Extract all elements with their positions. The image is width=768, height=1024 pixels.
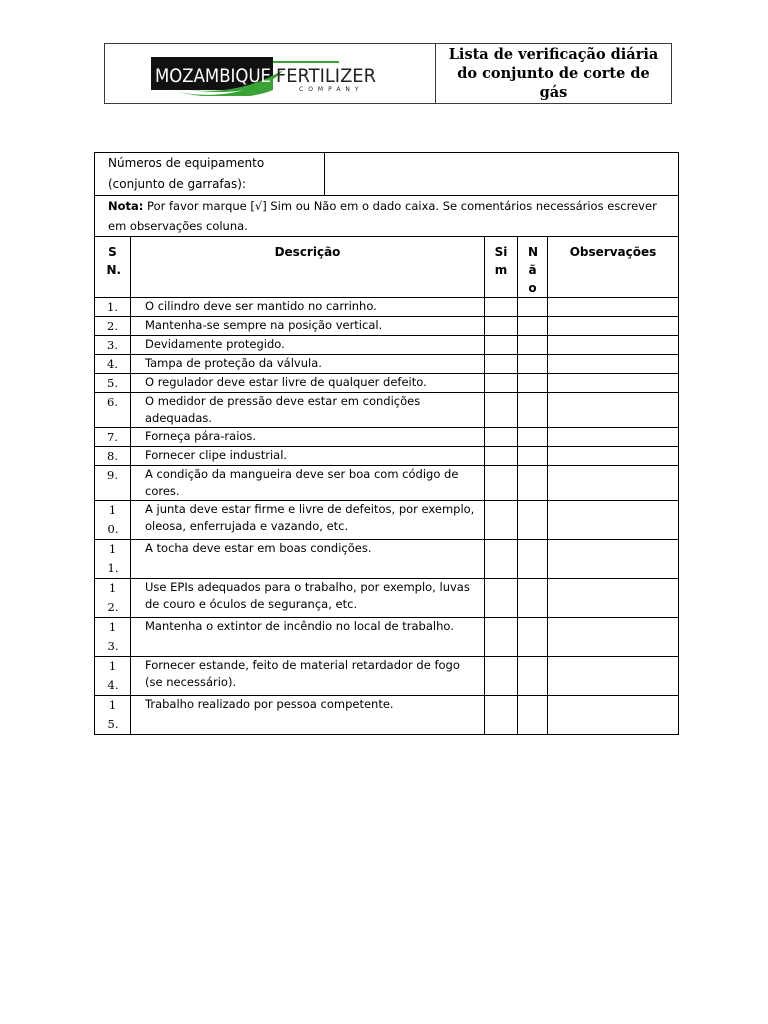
row-description: Tampa de proteção da válvula.	[131, 355, 485, 374]
note-text: Por favor marque [√] Sim ou Não em o dado caixa. Se comentários necessários escrever em observações coluna.	[108, 199, 657, 233]
row-description: Mantenha-se sempre na posição vertical.	[131, 317, 485, 336]
no-checkbox-cell[interactable]	[518, 355, 548, 374]
col-no-header: N ã o	[518, 237, 548, 298]
row-description: Fornecer clipe industrial.	[131, 447, 485, 466]
yes-checkbox-cell[interactable]	[485, 355, 518, 374]
checklist-row	[95, 579, 679, 618]
row-number	[95, 317, 131, 336]
row-description: A tocha deve estar em boas condições.	[131, 540, 485, 579]
yes-checkbox-cell[interactable]	[485, 393, 518, 428]
remarks-cell[interactable]	[548, 298, 679, 317]
checklist-row	[95, 501, 679, 540]
logo-text-left: MOZAMBIQUE	[155, 65, 271, 87]
remarks-cell[interactable]	[548, 374, 679, 393]
equipment-number-field[interactable]	[325, 153, 679, 196]
row-description: Trabalho realizado por pessoa competente.	[131, 696, 485, 735]
row-number-text: 1 3.	[107, 620, 119, 653]
yes-checkbox-cell[interactable]	[485, 501, 518, 540]
checklist-row	[95, 618, 679, 657]
col-sn-header: S N.	[95, 237, 131, 298]
note-row	[95, 196, 679, 237]
row-number-text: 1 2.	[107, 581, 119, 614]
remarks-cell[interactable]	[548, 428, 679, 447]
row-number-text: 1 1.	[107, 542, 119, 575]
yes-checkbox-cell[interactable]	[485, 317, 518, 336]
yes-checkbox-cell[interactable]	[485, 579, 518, 618]
no-checkbox-cell[interactable]	[518, 447, 548, 466]
remarks-cell[interactable]	[548, 447, 679, 466]
no-checkbox-cell[interactable]	[518, 393, 548, 428]
row-number	[95, 374, 131, 393]
yes-checkbox-cell[interactable]	[485, 618, 518, 657]
remarks-cell[interactable]	[548, 355, 679, 374]
row-number	[95, 393, 131, 428]
checklist-row	[95, 355, 679, 374]
row-number	[95, 696, 131, 735]
column-header-row	[95, 237, 679, 298]
checklist-row	[95, 428, 679, 447]
no-checkbox-cell[interactable]	[518, 466, 548, 501]
row-number-text: 1 4.	[107, 659, 119, 692]
row-number-text: 4.	[107, 357, 118, 371]
row-number	[95, 501, 131, 540]
row-description: O medidor de pressão deve estar em condições adequadas.	[131, 393, 485, 428]
checklist-row	[95, 393, 679, 428]
yes-checkbox-cell[interactable]	[485, 696, 518, 735]
equipment-label-line1: Números de equipamento	[108, 156, 265, 170]
yes-checkbox-cell[interactable]	[485, 374, 518, 393]
yes-checkbox-cell[interactable]	[485, 540, 518, 579]
yes-checkbox-cell[interactable]	[485, 466, 518, 501]
row-number	[95, 428, 131, 447]
checklist-row	[95, 657, 679, 696]
checklist-row	[95, 696, 679, 735]
document-title: Lista de verificação diária do conjunto de corte de gás	[448, 46, 659, 101]
company-logo	[149, 54, 381, 96]
col-yes-header: Si m	[485, 237, 518, 298]
row-number	[95, 447, 131, 466]
no-checkbox-cell[interactable]	[518, 696, 548, 735]
yes-checkbox-cell[interactable]	[485, 657, 518, 696]
row-number	[95, 618, 131, 657]
remarks-cell[interactable]	[548, 618, 679, 657]
yes-checkbox-cell[interactable]	[485, 428, 518, 447]
document-header	[104, 43, 672, 104]
checklist-row	[95, 317, 679, 336]
checklist-row	[95, 374, 679, 393]
row-number-text: 1 5.	[107, 698, 119, 731]
row-number	[95, 298, 131, 317]
row-description: A condição da mangueira deve ser boa com código de cores.	[131, 466, 485, 501]
checklist-table	[94, 152, 679, 735]
equipment-label	[95, 153, 325, 196]
checklist-row	[95, 466, 679, 501]
no-checkbox-cell[interactable]	[518, 657, 548, 696]
row-number-text: 5.	[107, 376, 118, 390]
remarks-cell[interactable]	[548, 466, 679, 501]
row-number-text: 1 0.	[107, 503, 119, 536]
col-remarks-header: Observações	[548, 237, 679, 298]
remarks-cell[interactable]	[548, 393, 679, 428]
no-checkbox-cell[interactable]	[518, 428, 548, 447]
remarks-cell[interactable]	[548, 540, 679, 579]
remarks-cell[interactable]	[548, 696, 679, 735]
row-number	[95, 657, 131, 696]
logo-text-right: FERTILIZER	[276, 65, 376, 87]
note-label: Nota:	[108, 199, 144, 213]
no-checkbox-cell[interactable]	[518, 618, 548, 657]
no-checkbox-cell[interactable]	[518, 501, 548, 540]
row-description: O regulador deve estar livre de qualquer defeito.	[131, 374, 485, 393]
checklist-row	[95, 447, 679, 466]
remarks-cell[interactable]	[548, 317, 679, 336]
col-description-header: Descrição	[131, 237, 485, 298]
row-number	[95, 540, 131, 579]
equipment-row	[95, 153, 679, 196]
row-number	[95, 579, 131, 618]
note-cell	[95, 196, 679, 237]
row-description: Forneça pára-raios.	[131, 428, 485, 447]
row-description: O cilindro deve ser mantido no carrinho.	[131, 298, 485, 317]
remarks-cell[interactable]	[548, 501, 679, 540]
logo-cell	[105, 44, 436, 103]
row-number	[95, 466, 131, 501]
no-checkbox-cell[interactable]	[518, 540, 548, 579]
row-number-text: 7.	[107, 430, 118, 444]
no-checkbox-cell[interactable]	[518, 298, 548, 317]
yes-checkbox-cell[interactable]	[485, 298, 518, 317]
yes-checkbox-cell[interactable]	[485, 447, 518, 466]
row-description: A junta deve estar firme e livre de defeitos, por exemplo, oleosa, enferrujada e vazando, etc.	[131, 501, 485, 540]
row-number-text: 8.	[107, 449, 118, 463]
row-number	[95, 355, 131, 374]
row-description: Devidamente protegido.	[131, 336, 485, 355]
row-number	[95, 336, 131, 355]
no-checkbox-cell[interactable]	[518, 336, 548, 355]
equipment-label-line2: (conjunto de garrafas):	[108, 177, 246, 191]
row-number-text: 9.	[107, 468, 118, 482]
remarks-cell[interactable]	[548, 336, 679, 355]
no-checkbox-cell[interactable]	[518, 374, 548, 393]
remarks-cell[interactable]	[548, 579, 679, 618]
row-number-text: 2.	[107, 319, 118, 333]
row-description: Fornecer estande, feito de material retardador de fogo (se necessário).	[131, 657, 485, 696]
checklist-row	[95, 298, 679, 317]
row-number-text: 6.	[107, 395, 118, 409]
no-checkbox-cell[interactable]	[518, 317, 548, 336]
logo-subtext: COMPANY	[299, 86, 364, 93]
no-checkbox-cell[interactable]	[518, 579, 548, 618]
checklist-row	[95, 540, 679, 579]
row-number-text: 3.	[107, 338, 118, 352]
row-description: Mantenha o extintor de incêndio no local de trabalho.	[131, 618, 485, 657]
checklist-row	[95, 336, 679, 355]
row-number-text: 1.	[107, 300, 118, 314]
yes-checkbox-cell[interactable]	[485, 336, 518, 355]
remarks-cell[interactable]	[548, 657, 679, 696]
row-description: Use EPIs adequados para o trabalho, por exemplo, luvas de couro e óculos de segurança, etc.	[131, 579, 485, 618]
